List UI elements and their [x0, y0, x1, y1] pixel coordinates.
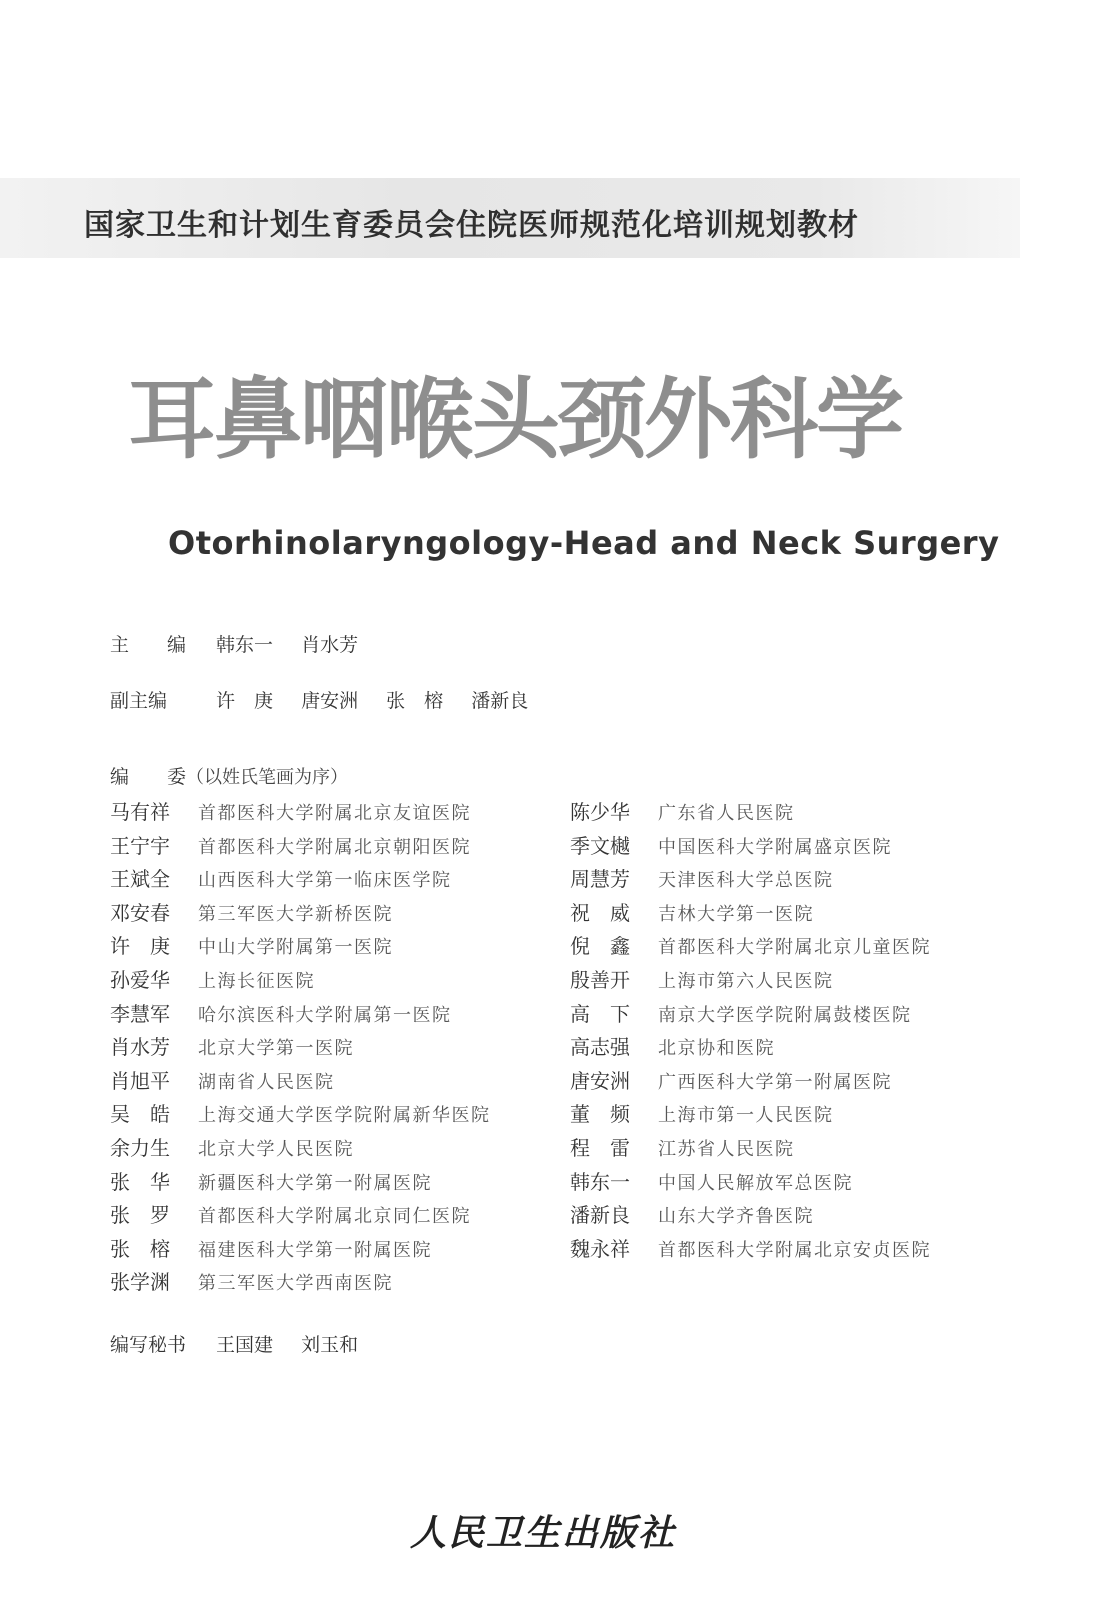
member-name: 张 罗 — [110, 1203, 170, 1228]
member-institution: 吉林大学第一医院 — [658, 903, 814, 925]
member-institution: 首都医科大学附属北京友谊医院 — [198, 803, 471, 824]
member-name: 季文樾 — [570, 833, 630, 858]
member-name: 程 雷 — [570, 1135, 630, 1160]
member-institution: 湖南省人民医院 — [198, 1071, 335, 1093]
committee-member — [570, 796, 931, 830]
member-institution: 中国人民解放军总医院 — [658, 1172, 853, 1194]
member-name: 张 榕 — [110, 1236, 170, 1261]
committee-member — [570, 1166, 931, 1200]
member-institution: 首都医科大学附属北京朝阳医院 — [198, 836, 471, 858]
member-institution: 中国医科大学附属盛京医院 — [658, 836, 892, 858]
committee-member — [110, 1199, 491, 1233]
member-institution: 哈尔滨医科大学附属第一医院 — [198, 1004, 452, 1026]
committee-member — [110, 1098, 491, 1132]
committee-member — [570, 1098, 931, 1132]
committee-member — [110, 1166, 491, 1200]
member-name: 魏永祥 — [570, 1236, 630, 1261]
secretary-label: 编写秘书 — [110, 1334, 187, 1356]
committee-member — [110, 998, 491, 1032]
publisher-logo: 人民卫生出版社 — [410, 1512, 677, 1554]
member-institution: 福建医科大学第一附属医院 — [198, 1239, 432, 1261]
member-institution: 第三军医大学新桥医院 — [198, 903, 393, 925]
associate-editor-name: 张 榕 — [386, 690, 444, 712]
member-institution: 广东省人民医院 — [658, 803, 795, 824]
committee-member — [110, 863, 491, 897]
member-institution: 江苏省人民医院 — [658, 1138, 795, 1160]
member-institution: 北京协和医院 — [658, 1038, 775, 1060]
member-name: 邓安春 — [110, 900, 170, 925]
chief-editor-name: 肖水芳 — [301, 634, 359, 656]
book-title-chinese: 耳鼻咽喉头颈外科学 — [128, 367, 903, 471]
committee-label: 编 委 — [110, 766, 187, 788]
committee-member — [110, 1031, 491, 1065]
chief-editor-name: 韩东一 — [216, 634, 274, 656]
member-institution: 首都医科大学附属北京同仁医院 — [198, 1206, 471, 1228]
member-name: 陈少华 — [570, 800, 630, 824]
committee-note: （以姓氏笔画为序） — [186, 767, 349, 788]
committee-member — [570, 863, 931, 897]
secretary-name: 刘玉和 — [301, 1334, 359, 1356]
member-name: 高志强 — [570, 1035, 630, 1060]
committee-header — [110, 762, 348, 789]
member-name: 马有祥 — [110, 800, 170, 824]
member-institution: 首都医科大学附属北京儿童医院 — [658, 937, 931, 959]
member-institution: 上海市第六人民医院 — [658, 970, 834, 992]
committee-member — [110, 1065, 491, 1099]
member-name: 唐安洲 — [570, 1068, 630, 1093]
member-name: 韩东一 — [570, 1169, 630, 1194]
member-name: 孙爱华 — [110, 967, 170, 992]
member-name: 殷善开 — [570, 967, 630, 992]
member-name: 倪 鑫 — [570, 934, 630, 959]
associate-editor-name: 许 庚 — [216, 690, 274, 712]
member-institution: 广西医科大学第一附属医院 — [658, 1071, 892, 1093]
member-institution: 北京大学人民医院 — [198, 1138, 354, 1160]
associate-editor-row — [110, 686, 550, 713]
member-name: 周慧芳 — [570, 867, 630, 892]
chief-editor-row — [110, 630, 380, 657]
associate-editor-name: 唐安洲 — [301, 690, 359, 712]
secretary-row — [110, 1330, 380, 1357]
member-name: 余力生 — [110, 1135, 170, 1160]
member-institution: 上海市第一人民医院 — [658, 1105, 834, 1127]
member-institution: 山西医科大学第一临床医学院 — [198, 870, 452, 892]
committee-member — [570, 1199, 931, 1233]
member-name: 王斌全 — [110, 867, 170, 892]
member-name: 祝 威 — [570, 900, 630, 925]
member-name: 李慧军 — [110, 1001, 170, 1026]
committee-list-right — [570, 796, 931, 1266]
secretary-name: 王国建 — [216, 1334, 274, 1356]
committee-member — [570, 1233, 931, 1267]
chief-editor-label: 主 编 — [110, 634, 187, 656]
committee-member — [110, 897, 491, 931]
associate-editor-name: 潘新良 — [471, 690, 529, 712]
member-institution: 首都医科大学附属北京安贞医院 — [658, 1239, 931, 1261]
committee-list-left — [110, 796, 491, 1300]
member-institution: 上海长征医院 — [198, 970, 315, 992]
committee-member — [110, 964, 491, 998]
committee-member — [110, 1233, 491, 1267]
committee-member — [110, 796, 491, 830]
committee-member — [570, 998, 931, 1032]
member-institution: 新疆医科大学第一附属医院 — [198, 1172, 432, 1194]
member-name: 王宁宇 — [110, 833, 170, 858]
committee-member — [110, 1266, 491, 1300]
committee-member — [570, 830, 931, 864]
committee-member — [570, 930, 931, 964]
member-institution: 山东大学齐鲁医院 — [658, 1206, 814, 1228]
member-name: 许 庚 — [110, 934, 170, 959]
member-name: 潘新良 — [570, 1203, 630, 1228]
member-name: 张学渊 — [110, 1270, 170, 1295]
committee-member — [110, 930, 491, 964]
member-name: 张 华 — [110, 1169, 170, 1194]
series-title: 国家卫生和计划生育委员会住院医师规范化培训规划教材 — [84, 208, 859, 243]
committee-member — [570, 1031, 931, 1065]
committee-member — [570, 1065, 931, 1099]
member-name: 肖旭平 — [110, 1068, 170, 1093]
member-institution: 上海交通大学医学院附属新华医院 — [198, 1105, 491, 1127]
committee-member — [570, 964, 931, 998]
member-institution: 第三军医大学西南医院 — [198, 1273, 393, 1295]
member-institution: 南京大学医学院附属鼓楼医院 — [658, 1004, 912, 1026]
member-name: 吴 皓 — [110, 1102, 170, 1127]
book-title-english: Otorhinolaryngology-Head and Neck Surgery — [168, 524, 1000, 562]
committee-member — [570, 897, 931, 931]
associate-editor-label: 副主编 — [110, 690, 168, 712]
member-institution: 中山大学附属第一医院 — [198, 937, 393, 959]
member-institution: 天津医科大学总医院 — [658, 870, 834, 892]
member-name: 董 频 — [570, 1102, 630, 1127]
committee-member — [110, 1132, 491, 1166]
member-institution: 北京大学第一医院 — [198, 1038, 354, 1060]
member-name: 肖水芳 — [110, 1035, 170, 1060]
committee-member — [570, 1132, 931, 1166]
committee-member — [110, 830, 491, 864]
member-name: 高 下 — [570, 1001, 630, 1026]
